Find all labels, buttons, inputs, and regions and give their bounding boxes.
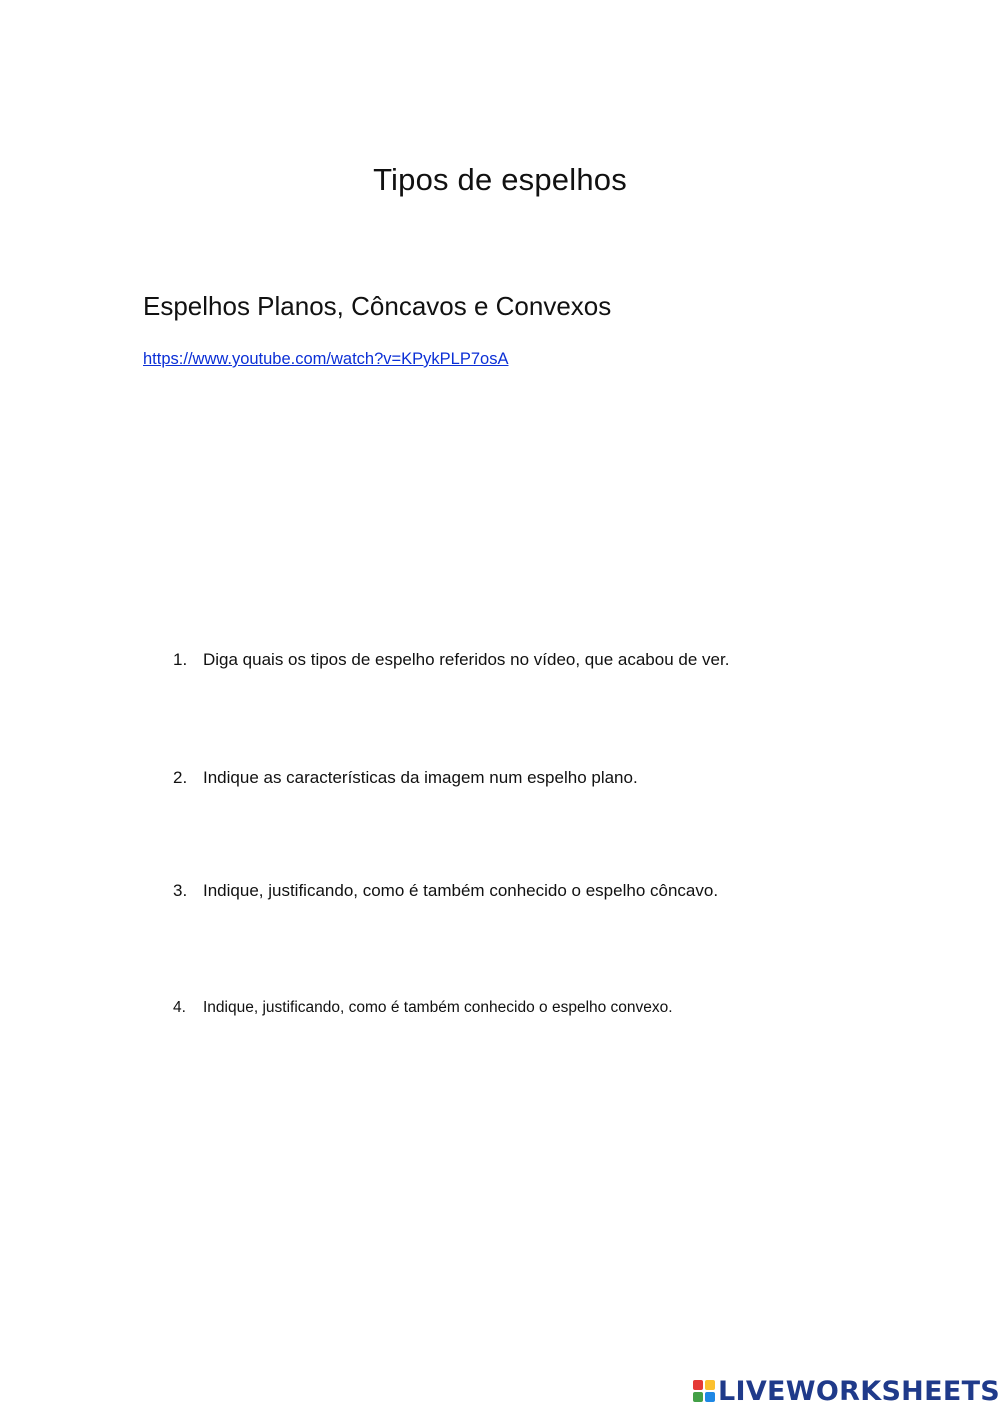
logo-tile: [693, 1392, 703, 1402]
question-text: Diga quais os tipos de espelho referidos no vídeo, que acabou de ver.: [203, 650, 730, 669]
brand-text: LIVEWORKSHEETS: [718, 1375, 1000, 1407]
page-title: Tipos de espelhos: [373, 162, 627, 197]
question-text: Indique as características da imagem num espelho plano.: [203, 768, 638, 787]
question-number: 2.: [173, 768, 188, 787]
question-number: 1.: [173, 650, 188, 669]
question-item: [173, 768, 638, 788]
logo-tile: [705, 1392, 715, 1402]
logo-tile: [705, 1380, 715, 1390]
question-number: 4.: [173, 999, 186, 1016]
question-item: [173, 881, 718, 901]
section-heading: Espelhos Planos, Côncavos e Convexos: [143, 291, 612, 321]
video-link[interactable]: https://www.youtube.com/watch?v=KPykPLP7osA: [143, 350, 509, 368]
liveworksheets-brand: [693, 1374, 1000, 1408]
logo-tile: [693, 1380, 703, 1390]
liveworksheets-logo-icon: [693, 1380, 715, 1402]
question-item: [173, 999, 673, 1017]
question-text: Indique, justificando, como é também conhecido o espelho côncavo.: [203, 881, 719, 900]
question-item: [173, 650, 729, 670]
question-number: 3.: [173, 881, 188, 900]
question-text: Indique, justificando, como é também conhecido o espelho convexo.: [203, 999, 673, 1016]
